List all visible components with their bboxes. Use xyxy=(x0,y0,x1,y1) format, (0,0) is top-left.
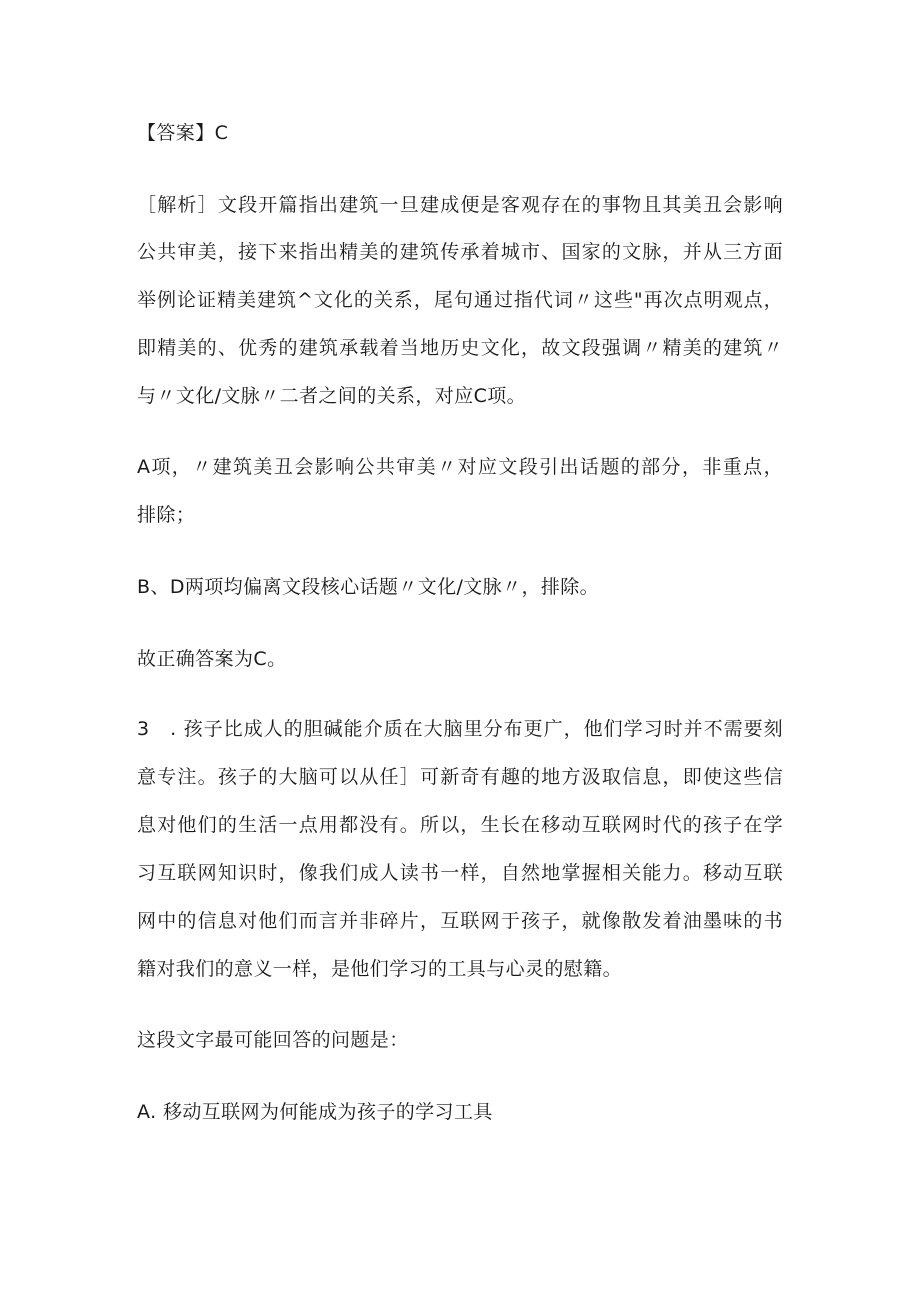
conclusion-line: 故正确答案为C。 xyxy=(137,648,287,670)
question-3-prompt: 这段文字最可能回答的问题是： xyxy=(137,1029,409,1051)
question-3-option-a: A. 移动互联网为何能成为孩子的学习工具 xyxy=(137,1101,493,1123)
analysis-line-4: 即精美的、优秀的建筑承载着当地历史文化，故文段强调〃精美的建筑〃 xyxy=(137,337,783,359)
question-3-line-2: 意专注。孩子的大脑可以从任］可新奇有趣的地方汲取信息，即使这些信 xyxy=(137,766,783,788)
analysis-line-2: 公共审美，接下来指出精美的建筑传承着城市、国家的文脉，并从三方面 xyxy=(137,241,783,263)
analysis-line-3: 举例论证精美建筑^文化的关系，尾句通过指代词〃这些"再次点明观点， xyxy=(137,289,783,311)
answer-line: 【答案】C xyxy=(137,122,229,144)
question-3-line-4: 习互联网知识时，像我们成人读书一样，自然地掌握相关能力。移动互联 xyxy=(137,862,783,884)
analysis-line-1: ［解析］文段开篇指出建筑一旦建成便是客观存在的事物且其美丑会影响 xyxy=(137,194,783,216)
question-3-line-6: 籍对我们的意义一样，是他们学习的工具与心灵的慰籍。 xyxy=(137,958,623,980)
question-3-line-1: 3 . 孩子比成人的胆碱能介质在大脑里分布更广，他们学习时并不需要刻 xyxy=(137,718,783,740)
question-3-line-5: 网中的信息对他们而言并非碎片，互联网于孩子，就像散发着油墨味的书 xyxy=(137,910,783,932)
analysis-line-5: 与〃文化/文脉〃二者之间的关系，对应C项。 xyxy=(137,385,527,407)
question-3-line-3: 息对他们的生活一点用都没有。所以，生长在移动互联网时代的孩子在学 xyxy=(137,814,783,836)
option-bd-analysis: B、D两项均偏离文段核心话题〃文化/文脉〃，排除。 xyxy=(137,576,600,598)
option-a-analysis-line-1: A项，〃建筑美丑会影响公共审美〃对应文段引出话题的部分，非重点， xyxy=(137,456,783,478)
option-a-analysis-line-2: 排除； xyxy=(137,504,196,526)
